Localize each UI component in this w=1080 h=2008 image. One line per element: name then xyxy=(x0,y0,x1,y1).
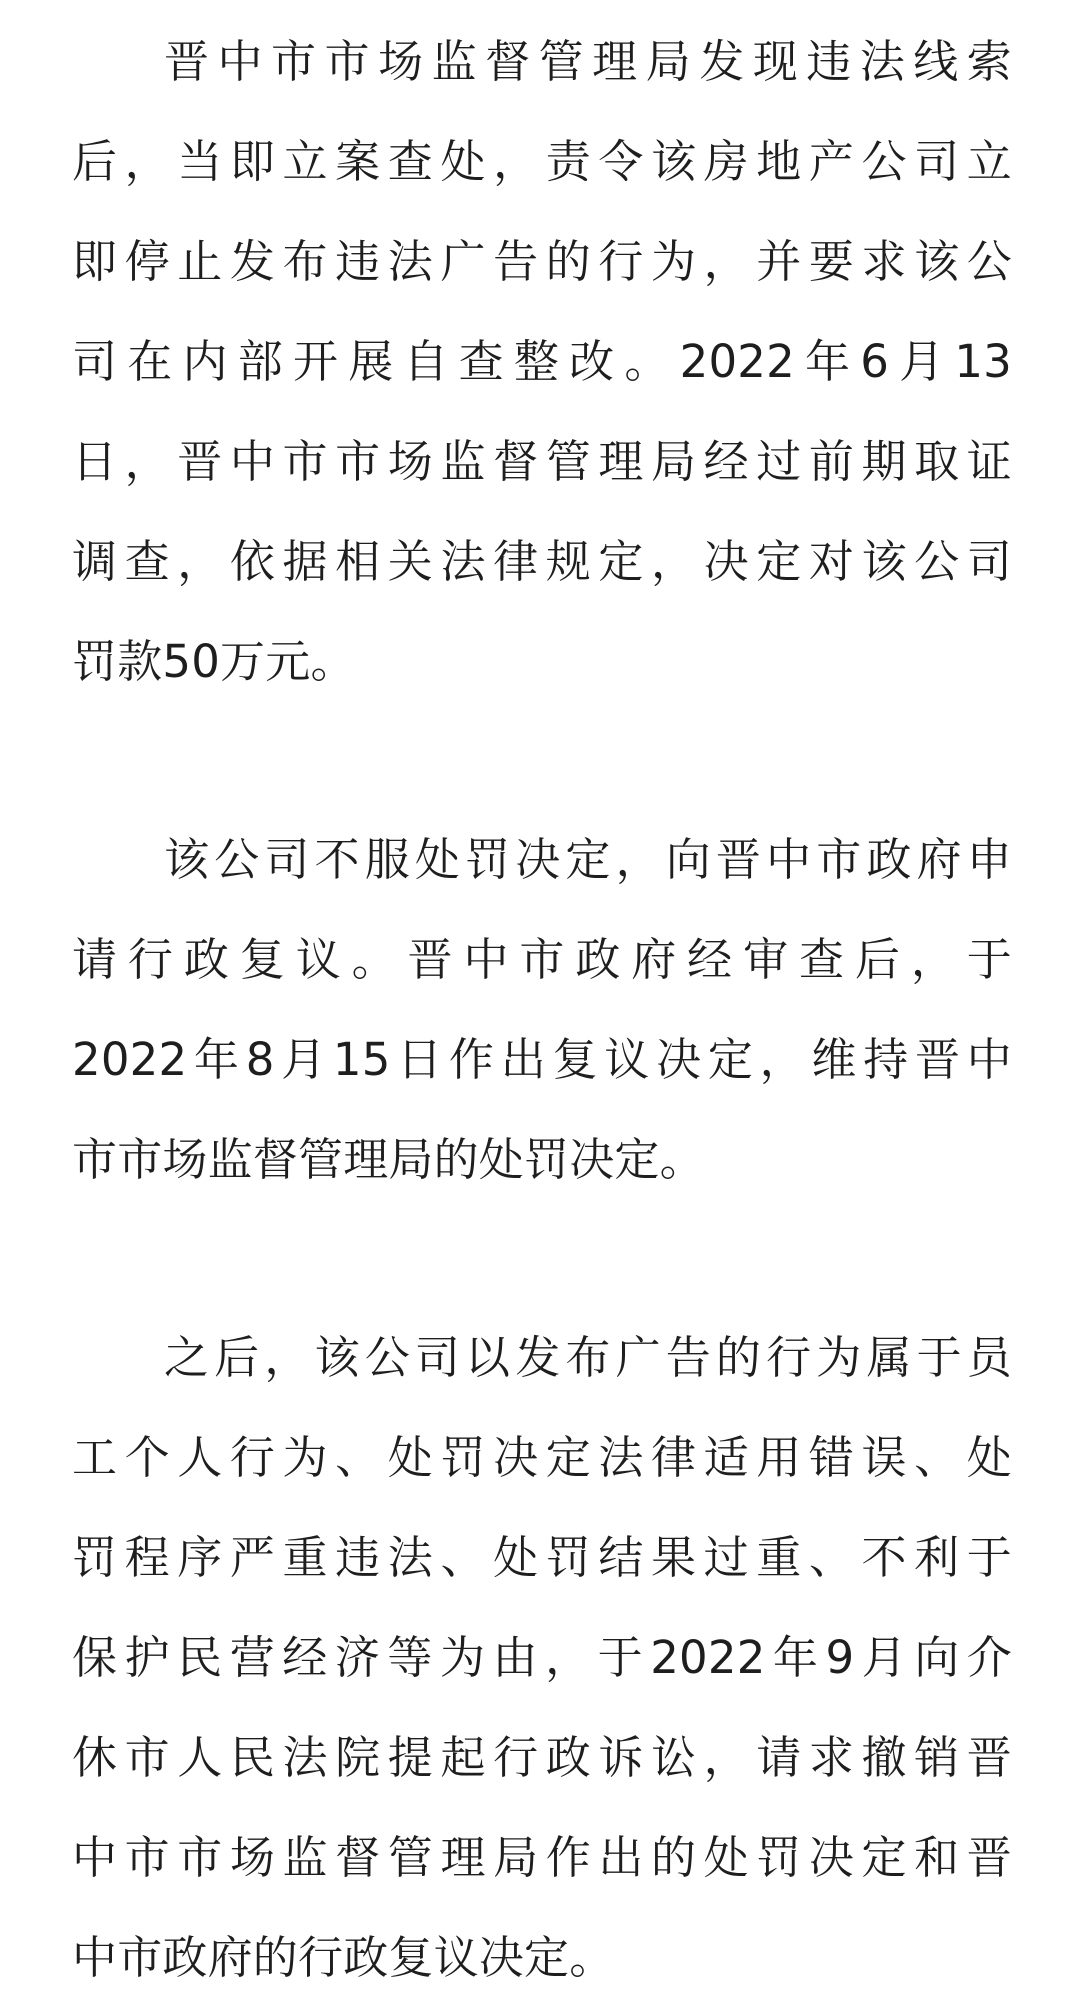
text-line: 市市场监督管理局的处罚决定。 xyxy=(72,1133,705,1186)
text-line: 工个人行为、处罚决定法律适用错误、处 xyxy=(72,1431,1012,1484)
text-line: 中市政府的行政复议决定。 xyxy=(72,1931,615,1984)
text-line: 后，当即立案查处，责令该房地产公司立 xyxy=(72,135,1012,188)
text-line: 司在内部开展自查整改。2022年6月13 xyxy=(72,335,1012,388)
text-line: 休市人民法院提起行政诉讼，请求撤销晋 xyxy=(72,1731,1012,1784)
paragraph-administrative-review xyxy=(72,810,1012,1210)
text-line: 中市市场监督管理局作出的处罚决定和晋 xyxy=(72,1831,1012,1884)
text-line: 调查，依据相关法律规定，决定对该公司 xyxy=(72,535,1012,588)
paragraph-penalty-decision xyxy=(72,12,1012,712)
text-line: 2022年8月15日作出复议决定，维持晋中 xyxy=(72,1033,1012,1086)
text-line: 罚程序严重违法、处罚结果过重、不利于 xyxy=(72,1531,1012,1584)
text-line: 之后，该公司以发布广告的行为属于员 xyxy=(164,1331,1012,1384)
text-line: 即停止发布违法广告的行为，并要求该公 xyxy=(72,235,1012,288)
text-line: 晋中市市场监督管理局发现违法线索 xyxy=(164,35,1012,88)
text-line: 保护民营经济等为由，于2022年9月向介 xyxy=(72,1631,1012,1684)
text-line: 罚款50万元。 xyxy=(72,635,356,688)
text-line: 请行政复议。晋中市政府经审查后，于 xyxy=(72,933,1012,986)
text-line: 日，晋中市市场监督管理局经过前期取证 xyxy=(72,435,1012,488)
text-line: 该公司不服处罚决定，向晋中市政府申 xyxy=(164,833,1012,886)
paragraph-administrative-lawsuit xyxy=(72,1308,1012,2008)
